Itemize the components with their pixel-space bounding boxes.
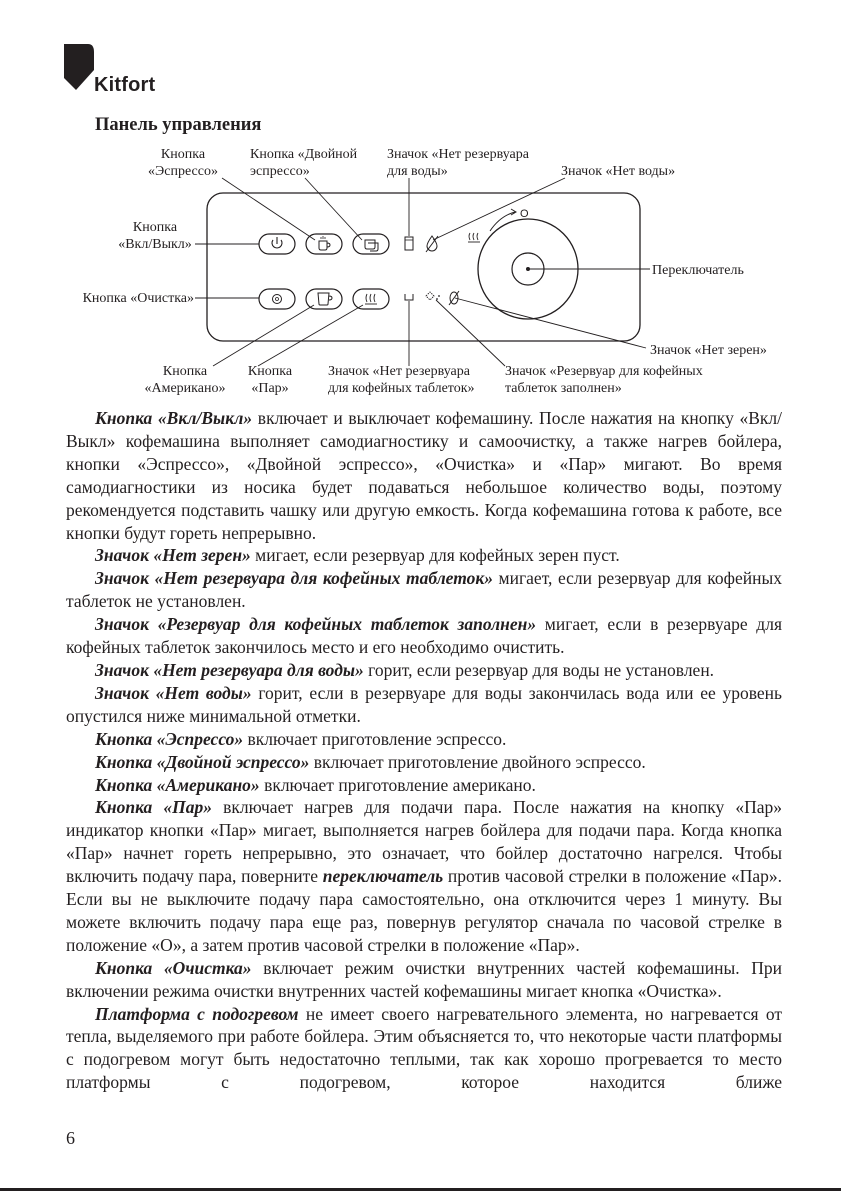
term: Кнопка «Пар»	[95, 797, 212, 818]
no-tank-callout-line1: Значок «Нет резервуара	[387, 147, 529, 162]
paragraph-americano: Кнопка «Американо» включает приготовление американо.	[95, 774, 536, 795]
steam-indicator-icon	[468, 233, 480, 242]
brand-name: Kitfort	[94, 74, 156, 96]
term: Значок «Нет резервуара для кофейных таблеток»	[95, 568, 493, 589]
no-beans-icon	[449, 291, 459, 305]
double-espresso-callout-line1: Кнопка «Двойной	[250, 147, 358, 162]
term: Кнопка «Эспрессо»	[95, 728, 244, 749]
page-number: 6	[66, 1128, 75, 1148]
steam-button[interactable]	[353, 289, 389, 309]
paragraph-no-water-tank: Значок «Нет резервуара для воды» горит, если резервуар для воды не установлен.	[95, 659, 715, 680]
tablet-full-callout-line2: таблеток заполнен»	[505, 381, 622, 396]
no-tank-callout-line2: для воды»	[387, 164, 448, 179]
paragraph-no-beans: Значок «Нет зерен» мигает, если резервуар для кофейных зерен пуст.	[95, 545, 620, 566]
steam-callout-line2: «Пар»	[251, 381, 289, 396]
tablet-full-callout-line1: Значок «Резервуар для кофейных	[505, 364, 703, 379]
paragraph-steam: Кнопка «Пар» включает нагрев для подачи пара. После нажатия на кнопку «Пар» индикатор кнопки «Пар» мигает, выполняется нагрев бойлера для подачи пара. Когда кнопка «Пар» начнет гореть непрерывно, это означает, что бойлер достаточно нагрелся. Чтобы включить подачу пара, поверните переключатель против часовой стрелки в положение «Пар». Если вы не выключите подачу пара самостоятельно, она отключится через 1 минуту. Вы можете включить подачу пара еще раз, повернув регулятор сначала по часовой стрелке в положение «O», а затем против часовой стрелки в положение «Пар».	[66, 797, 782, 955]
dial-zero-label: O	[520, 208, 529, 220]
no-water-tank-icon	[405, 237, 413, 250]
americano-callout-line2: «Американо»	[144, 381, 226, 396]
term: Значок «Нет воды»	[95, 682, 252, 703]
term: Значок «Нет зерен»	[95, 545, 251, 566]
power-callout-line1: Кнопка	[132, 220, 178, 235]
paragraph-double-espresso: Кнопка «Двойной эспрессо» включает приготовление двойного эспрессо.	[95, 751, 646, 772]
clean-callout: Кнопка «Очистка»	[82, 291, 194, 306]
paragraph-espresso: Кнопка «Эспрессо» включает приготовление эспрессо.	[95, 728, 507, 749]
paragraph-tablet-full: Значок «Резервуар для кофейных таблеток заполнен» мигает, если в резервуаре для кофейных таблеток закончилось место и его необходимо очистить.	[66, 614, 782, 658]
term: Платформа с подогревом	[95, 1003, 299, 1024]
no-tablet-tank-callout-line1: Значок «Нет резервуара	[328, 364, 470, 379]
no-water-callout: Значок «Нет воды»	[561, 164, 676, 179]
term: Кнопка «Вкл/Выкл»	[95, 408, 253, 428]
steam-callout-line1: Кнопка	[247, 364, 293, 379]
double-espresso-button[interactable]	[353, 234, 389, 254]
americano-button[interactable]	[306, 289, 342, 309]
paragraph-no-tablet-tank: Значок «Нет резервуара для кофейных таблеток» мигает, если резервуар для кофейных таблеток не установлен.	[66, 568, 782, 612]
no-beans-callout: Значок «Нет зерен»	[650, 343, 767, 358]
panel-outline	[207, 193, 640, 341]
term: переключатель	[322, 866, 444, 887]
term: Значок «Резервуар для кофейных таблеток заполнен»	[95, 614, 537, 635]
tablet-tank-full-icon	[426, 292, 440, 300]
americano-callout-line1: Кнопка	[162, 364, 208, 379]
clean-button[interactable]	[259, 289, 295, 309]
paragraph-heated-platform: Платформа с подогревом не имеет своего нагревательного элемента, но нагревается от тепла, выделяемого при работе бойлера. Этим объясняется то, что некоторые части платформы с подогревом могут быть недостаточно теплыми, так как хорошо прогревается то место платформы с подогревом, которое находится ближе	[66, 1003, 783, 1093]
paragraph-no-water: Значок «Нет воды» горит, если в резервуаре для воды закончилась вода или ее уровень опустился ниже минимальной отметки.	[66, 682, 782, 726]
term: Кнопка «Двойной эспрессо»	[95, 751, 310, 772]
espresso-callout-line1: Кнопка	[160, 147, 206, 162]
description-body	[66, 407, 782, 1094]
paragraph-clean: Кнопка «Очистка» включает режим очистки внутренних частей кофемашины. При включении режима очистки внутренних частей кофемашины мигает кнопка «Очистка».	[66, 957, 783, 1001]
term: Кнопка «Очистка»	[95, 957, 252, 978]
kitfort-logo-icon	[64, 44, 94, 90]
section-title: Панель управления	[95, 115, 262, 135]
term: Значок «Нет резервуара для воды»	[95, 659, 364, 680]
term: Кнопка «Американо»	[95, 774, 260, 795]
control-panel-diagram	[0, 140, 841, 402]
espresso-button[interactable]	[306, 234, 342, 254]
power-callout-line2: «Вкл/Выкл»	[118, 237, 192, 252]
switch-callout: Переключатель	[652, 263, 744, 278]
no-tablet-tank-callout-line2: для кофейных таблеток»	[328, 381, 475, 396]
power-button[interactable]	[259, 234, 295, 254]
espresso-callout-line2: «Эспрессо»	[148, 164, 218, 179]
no-tablet-tank-icon	[405, 294, 413, 300]
paragraph-power: Кнопка «Вкл/Выкл» включает и выключает кофемашину. После нажатия на кнопку «Вкл/Выкл» кофемашина выполняет самодиагностику и самоочистку, а также нагрев бойлера, кнопки «Эспрессо», «Двойной эспрессо», «Очистка» и «Пар» мигают. Во время самодиагностики из носика будет подаваться небольшое количество воды, поэтому рекомендуется подставить чашку или другую емкость. Когда кофемашина готова к работе, все кнопки будут гореть непрерывно.	[66, 408, 782, 543]
double-espresso-callout-line2: эспрессо»	[250, 164, 310, 179]
